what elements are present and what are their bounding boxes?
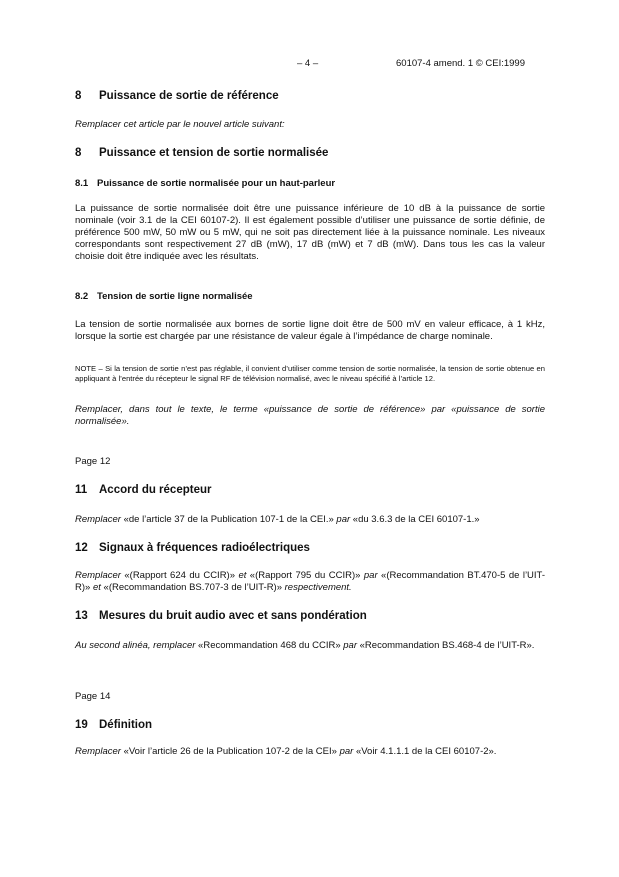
section-12-paragraph: Remplacer «(Rapport 624 du CCIR)» et «(Rapport 795 du CCIR)» par «(Recommandation BT.470-5 de l’UIT-R)» et «(Recommandation BS.707-3 de l’UIT-R)» respectivement.	[75, 570, 545, 593]
subsection-8-2-heading	[75, 291, 253, 302]
section-number: 19	[75, 719, 88, 731]
subsection-8-1-heading	[75, 178, 335, 189]
subsection-8-2-note: NOTE – Si la tension de sortie n’est pas réglable, il convient d’utiliser comme tension de sortie normalisée, la tension de sortie obtenue en appliquant à l’entrée du récepteur le signal RF de télévision normalisé, avec le niveau spécifié à l’article 12.	[75, 364, 545, 383]
subsection-number: 8.2	[75, 291, 89, 302]
section-number: 12	[75, 542, 88, 554]
page-number: – 4 –	[297, 58, 319, 69]
subsection-8-1-paragraph: La puissance de sortie normalisée doit être une puissance inférieure de 10 dB à la puissance de sortie nominale (voir 3.1 de la CEI 60107-2). Il est également possible d’utiliser une puissance de sortie définie, de préférence 500 mW, 50 mW ou 5 mW, qui ne soit pas directement liée à la puissance nominale. Les niveaux correspondants sont respectivement 27 dB (mW), 17 dB (mW) et 7 dB (mW). Dans tous les cas la valeur choisie doit être indiquée avec les résultats.	[75, 203, 545, 262]
section-title: Signaux à fréquences radioélectriques	[99, 542, 310, 554]
subsection-number: 8.1	[75, 178, 89, 189]
section-8-old-heading	[75, 90, 279, 102]
section-title: Puissance et tension de sortie normalisée	[99, 147, 329, 159]
section-11-paragraph: Remplacer «de l’article 37 de la Publication 107-1 de la CEI.» par «du 3.6.3 de la CEI 60107-1.»	[75, 514, 480, 525]
section-8-new-heading	[75, 147, 328, 159]
subsection-8-2-paragraph: La tension de sortie normalisée aux bornes de sortie ligne doit être de 500 mV en valeur efficace, à 1 kHz, lorsque la sortie est chargée par une résistance de valeur égale à l’impédance de charge nominale.	[75, 319, 545, 342]
page-12-label: Page 12	[75, 456, 111, 467]
section-title: Accord du récepteur	[99, 484, 212, 496]
section-12-heading	[75, 542, 310, 554]
section-number: 13	[75, 610, 88, 622]
section-title: Définition	[99, 719, 153, 731]
section-19-heading	[75, 719, 152, 731]
replace-instruction: Remplacer cet article par le nouvel article suivant:	[75, 119, 285, 130]
section-13-paragraph: Au second alinéa, remplacer «Recommandation 468 du CCIR» par «Recommandation BS.468-4 de l’UIT-R».	[75, 640, 535, 651]
section-number: 8	[75, 147, 82, 159]
section-number: 8	[75, 90, 82, 102]
section-number: 11	[75, 484, 88, 496]
section-11-heading	[75, 484, 211, 496]
subsection-title: Puissance de sortie normalisée pour un haut-parleur	[97, 178, 336, 189]
section-title: Mesures du bruit audio avec et sans pondération	[99, 610, 367, 622]
document-reference: 60107-4 amend. 1 © CEI:1999	[396, 58, 526, 69]
subsection-title: Tension de sortie ligne normalisée	[97, 291, 253, 302]
section-19-paragraph: Remplacer «Voir l’article 26 de la Publication 107-2 de la CEI» par «Voir 4.1.1.1 de la CEI 60107-2».	[75, 746, 497, 757]
page-14-label: Page 14	[75, 691, 111, 702]
section-13-heading	[75, 610, 367, 622]
section-title: Puissance de sortie de référence	[99, 90, 279, 102]
replace-term-instruction: Remplacer, dans tout le texte, le terme «puissance de sortie de référence» par «puissance de sortie normalisée».	[75, 404, 545, 427]
